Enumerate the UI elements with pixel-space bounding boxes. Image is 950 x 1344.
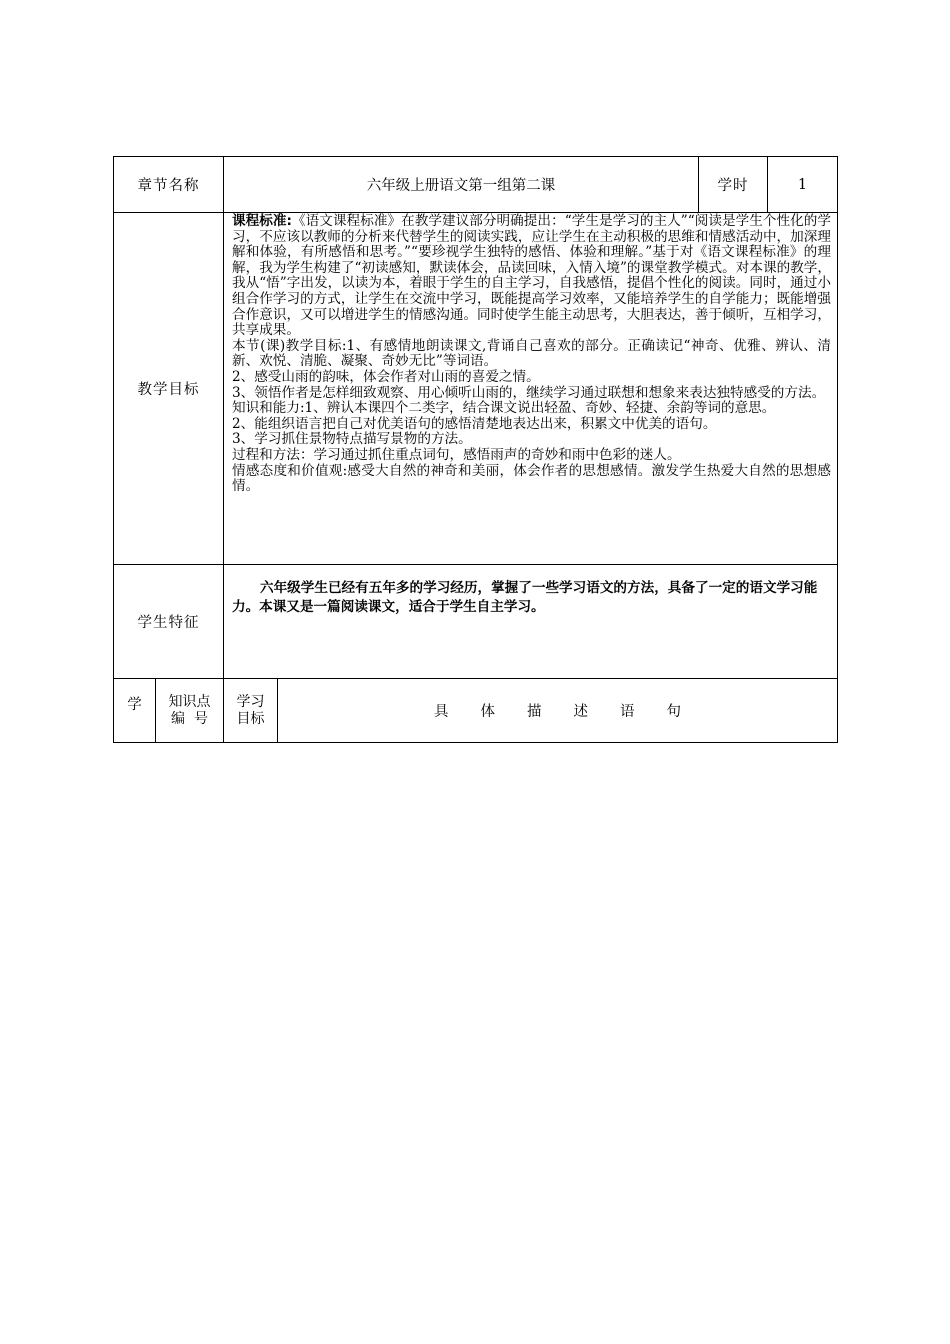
chapter-row <box>114 157 838 213</box>
desc-char: 述 <box>573 704 588 720</box>
learning-goal-label <box>224 679 278 743</box>
goal-line: 知识和能力:1、辨认本课四个二类字，结合课文说出轻盈、奇妙、轻捷、余韵等词的意思。 <box>232 400 776 417</box>
knowledge-point-label <box>156 679 224 743</box>
hours-value: 1 <box>768 157 838 213</box>
goals-label: 教学目标 <box>114 213 224 565</box>
chapter-label: 章节名称 <box>114 157 224 213</box>
goal-line: 2、感受山雨的韵味，体会作者对山雨的喜爱之情。 <box>232 368 540 385</box>
goal-line: 2、能组织语言把自己对优美语句的感悟清楚地表达出来，积累文中优美的语句。 <box>232 415 717 432</box>
goals-content <box>224 213 838 565</box>
goal-line: 本节(课)教学目标:1、有感情地朗读课文,背诵自己喜欢的部分。正确读记“神奇、优雅、辨认、清新、欢悦、清脆、凝聚、奇妙无比”等词语。 <box>232 337 831 370</box>
students-content <box>224 565 838 679</box>
learn-label: 学 <box>114 679 156 743</box>
knowledge-point-line2: 编 号 <box>171 710 208 727</box>
learning-goal-line2: 目标 <box>236 710 265 727</box>
objectives-header-row <box>114 679 838 743</box>
course-standard-paragraph <box>232 214 831 339</box>
desc-char: 句 <box>666 704 681 720</box>
students-row <box>114 565 838 679</box>
standard-heading: 课程标准: <box>232 213 292 229</box>
chapter-value: 六年级上册语文第一组第二课 <box>224 157 699 213</box>
goal-line: 3、领悟作者是怎样细致观察、用心倾听山雨的，继续学习通过联想和想象来表达独特感受的方法。 <box>232 384 826 401</box>
goal-line: 过程和方法：学习通过抓住重点词句，感悟雨声的奇妙和雨中色彩的迷人。 <box>232 446 681 463</box>
standard-text: 《语文课程标准》在教学建议部分明确提出：“学生是学习的主人”“阅读是学生个性化的学习，不应该以教师的分析来代替学生的阅读实践，应让学生在主动积极的思维和情感活动中，加深理解和体验，有所感悟和思考。”“要珍视学生独特的感悟、体验和理解。”基于对《语文课程标准》的理解，我为学生构建了“初读感知，默读体会，品读回味，入情入境”的课堂教学模式。对本课的教学，我从“悟”字出发，以读为本，着眼于学生的自主学习，自我感悟，提倡个性化的阅读。同时，通过小组合作学习的方式，让学生在交流中学习，既能提高学习效率，又能培养学生的自学能力；既能增强合作意识，又可以增进学生的情感沟通。同时使学生能主动思考，大胆表达，善于倾听，互相学习，共享成果。 <box>232 213 831 339</box>
desc-char: 描 <box>527 704 542 720</box>
knowledge-point-line1: 知识点 <box>168 693 211 710</box>
goal-line: 3、学习抓住景物特点描写景物的方法。 <box>232 431 472 448</box>
learning-goal-line1: 学习 <box>236 693 265 710</box>
goals-row <box>114 213 838 565</box>
goal-line: 情感态度和价值观:感受大自然的神奇和美丽，体会作者的思想感情。激发学生热爱大自然的思想感情。 <box>232 462 831 495</box>
students-label: 学生特征 <box>114 565 224 679</box>
desc-char: 语 <box>620 704 635 720</box>
lesson-plan-table <box>113 156 838 743</box>
description-header <box>278 679 838 743</box>
hours-label: 学时 <box>699 157 768 213</box>
desc-char: 具 <box>434 704 449 720</box>
students-text: 六年级学生已经有五年多的学习经历，掌握了一些学习语文的方法，具备了一定的语文学习能力。本课又是一篇阅读课文，适合于学生自主学习。 <box>232 580 818 615</box>
desc-char: 体 <box>480 704 495 720</box>
